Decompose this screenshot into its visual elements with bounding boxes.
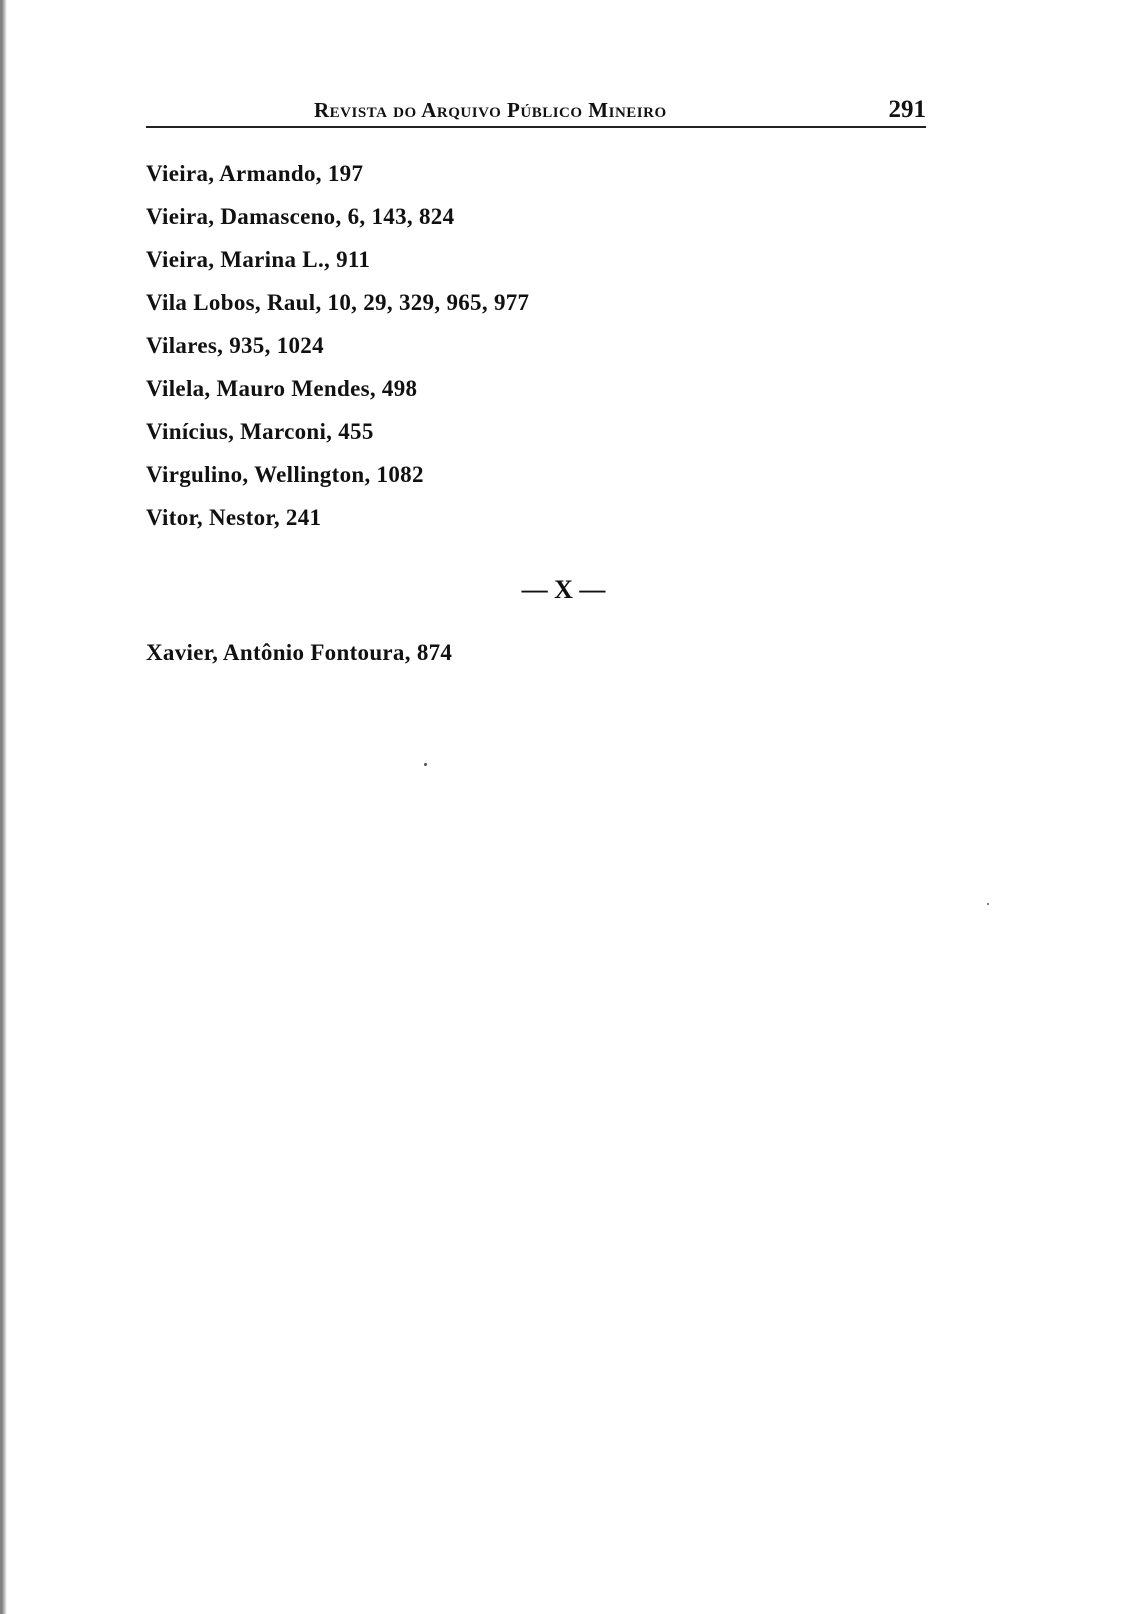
index-entry: Vinícius, Marconi, 455 (146, 419, 374, 444)
index-entry: Vieira, Damasceno, 6, 143, 824 (146, 204, 455, 229)
index-entry: Vila Lobos, Raul, 10, 29, 329, 965, 977 (146, 290, 530, 315)
header-rule (146, 126, 926, 128)
index-entries-x (146, 631, 452, 674)
scan-speck (424, 763, 427, 766)
index-entry: Vieira, Armando, 197 (146, 161, 364, 186)
running-title: Revista do Arquivo Público Mineiro (314, 98, 667, 122)
scan-speck (987, 903, 989, 905)
scan-binding-edge (0, 0, 7, 1614)
index-entry: Xavier, Antônio Fontoura, 874 (146, 640, 453, 665)
index-entry: Vieira, Marina L., 911 (146, 247, 371, 272)
page-number: 291 (888, 96, 926, 123)
index-entry: Virgulino, Wellington, 1082 (146, 462, 424, 487)
letter-heading-x: — X — (521, 575, 606, 604)
index-entry: Vilela, Mauro Mendes, 498 (146, 376, 418, 401)
index-entry: Vilares, 935, 1024 (146, 333, 324, 358)
index-entry: Vitor, Nestor, 241 (146, 505, 322, 530)
running-head (146, 92, 926, 132)
index-entries-v (146, 152, 529, 539)
